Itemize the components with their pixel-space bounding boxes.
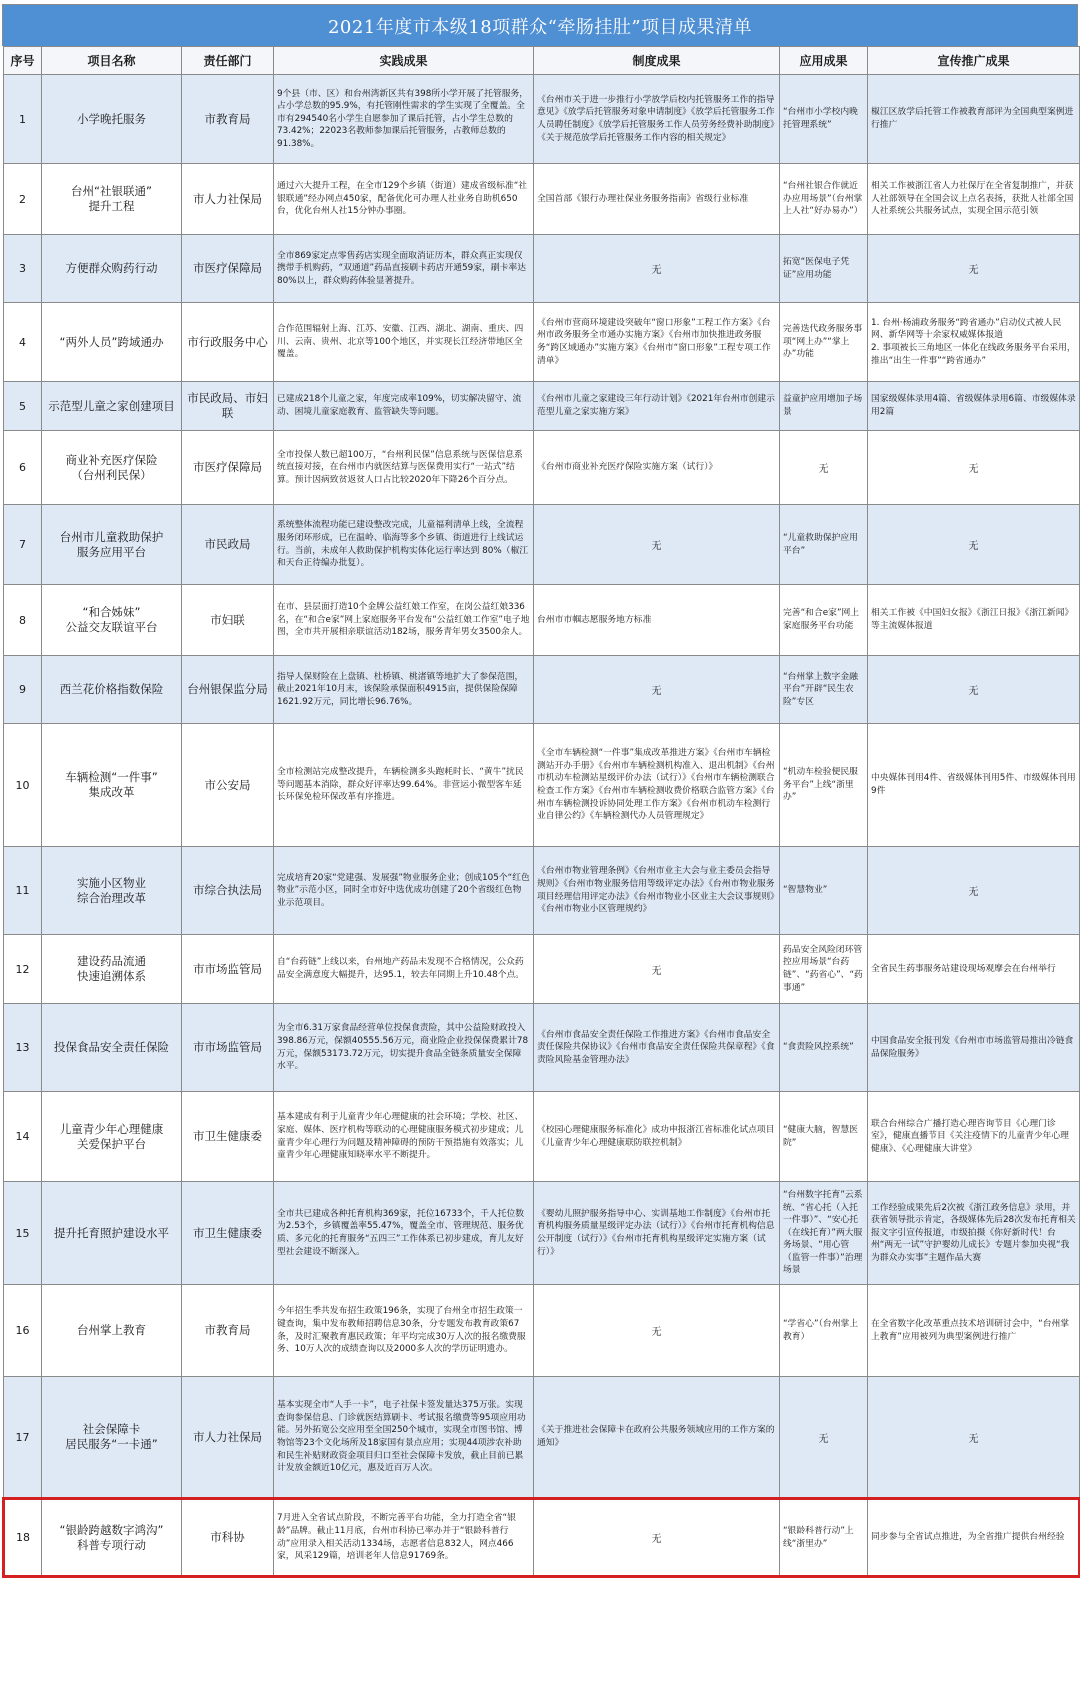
project-name: 社会保障卡 居民服务“一卡通” xyxy=(42,1377,182,1499)
project-name: 投保食品安全责任保险 xyxy=(42,1004,182,1092)
department: 市民政局、市妇联 xyxy=(182,382,274,431)
practice-result: 通过六大提升工程，在全市129个乡镇（街道）建成省级标准“社银联通”经办网点450家，配备优化可办理人社业务自助机650台，优化台州人社15分钟办事圈。 xyxy=(274,164,534,235)
system-result: 无 xyxy=(534,935,780,1004)
department: 台州银保监分局 xyxy=(182,656,274,724)
system-result: 《全市车辆检测“一件事”集成改革推进方案》《台州市车辆检测站开办手册》《台州市车辆检测机构准入、退出机制》《台州市机动车检测站星级评价办法（试行）》《台州市车辆检测联合检查工作方案》《台州市车辆检测收费价格联合监管方案》《台州市车辆检测投诉协同处理工作方案》《台州市机动车检测行业自律公约》《车辆检测代办人员管理规定》 xyxy=(534,724,780,847)
department: 市卫生健康委 xyxy=(182,1182,274,1285)
practice-result: 全市检测站完成整改提升，车辆检测多头跑耗时长、“黄牛”扰民等问题基本消除，群众好评率达99.64%。非营运小微型客车延长环保免检环保改革有序推进。 xyxy=(274,724,534,847)
system-result: 全国首部《银行办理社保业务服务指南》省级行业标准 xyxy=(534,164,780,235)
promotion-result: 中国食品安全报刊发《台州市市场监管局推出冷链食品保险服务》 xyxy=(868,1004,1080,1092)
promotion-result: 在全省数字化改革重点技术培训研讨会中，“台州掌上教育”应用被列为典型案例进行推广 xyxy=(868,1285,1080,1377)
practice-result: 系统整体流程功能已建设整改完成，儿童福利清单上线，全流程服务闭环形成，已在温岭、临海等多个乡镇、街道进行上线试运行。当前，未成年人救助保护机构实体化运行率达到 80%（椒江和天台正待编办批复）。 xyxy=(274,505,534,585)
application-result: 完善“和合e家”网上家庭服务平台功能 xyxy=(780,585,868,656)
project-name: “银龄跨越数字鸿沟” 科普专项行动 xyxy=(42,1499,182,1577)
row-number: 12 xyxy=(4,935,42,1004)
application-result: “儿童救助保护应用平台” xyxy=(780,505,868,585)
department: 市医疗保障局 xyxy=(182,431,274,505)
project-name: “两外人员”跨域通办 xyxy=(42,303,182,382)
promotion-result: 工作经验成果先后2次被《浙江政务信息》录用，并获省领导批示肯定，各级媒体先后28次发布托育相关报文字引宣传报道，市级拍摄《你好新时代！台州“两无一试”守护婴幼儿成长》专题片参加央视“我为群众办实事”主题作品大赛 xyxy=(868,1182,1080,1285)
promotion-result: 1. 台州·杨浦政务服务“跨省通办”启动仪式被人民网、新华网等十余家权威媒体报道 2. 事项被长三角地区一体化在线政务服务平台采用，推出“出生一件事”“跨省通办” xyxy=(868,303,1080,382)
promotion-result: 联合台州综合广播打造心理咨询节目《心理门诊室》，健康直播节目《关注疫情下的儿童青少年心理健康》、《心理健康大讲堂》 xyxy=(868,1092,1080,1182)
system-result: 《台州市关于进一步推行小学放学后校内托管服务工作的指导意见》《放学后托管服务对象申请制度》《放学后托管服务工作人员聘任制度》《放学后托管服务工作人员劳务经费补助制度》《关于规范放学后托管服务工作内容的相关规定》 xyxy=(534,75,780,164)
row-number: 18 xyxy=(4,1499,42,1577)
promotion-result: 无 xyxy=(868,505,1080,585)
department: 市公安局 xyxy=(182,724,274,847)
department: 市市场监管局 xyxy=(182,1004,274,1092)
system-result: 《台州市食品安全责任保险工作推进方案》《台州市食品安全责任保险共保协议》《台州市食品安全责任保险共保章程》《食责险风险基金管理办法》 xyxy=(534,1004,780,1092)
system-result: 《台州市商业补充医疗保险实施方案（试行）》 xyxy=(534,431,780,505)
application-result: “银龄科普行动”上线“浙里办” xyxy=(780,1499,868,1577)
header-app: 应用成果 xyxy=(780,47,868,75)
promotion-result: 全省民生药事服务站建设现场观摩会在台州举行 xyxy=(868,935,1080,1004)
department: 市科协 xyxy=(182,1499,274,1577)
header-promo: 宣传推广成果 xyxy=(868,47,1080,75)
row-number: 3 xyxy=(4,235,42,303)
promotion-result: 相关工作被《中国妇女报》《浙江日报》《浙江新闻》等主流媒体报道 xyxy=(868,585,1080,656)
row-number: 13 xyxy=(4,1004,42,1092)
application-result: 药品安全风险闭环管控应用场景“台药链”、“药省心”、“药事通” xyxy=(780,935,868,1004)
practice-result: 指导人保财险在上盘镇、杜桥镇、桃渚镇等地扩大了参保范围，截止2021年10月末，该保险承保面积4915亩，提供保险保障1621.92万元，同比增长96.76%。 xyxy=(274,656,534,724)
promotion-result: 国家级媒体录用4篇、省级媒体录用6篇、市级媒体录用2篇 xyxy=(868,382,1080,431)
project-name: 车辆检测“一件事” 集成改革 xyxy=(42,724,182,847)
practice-result: 为全市6.31万家食品经营单位投保食责险，其中公益险财政投入398.86万元，保额40555.56万元，商业险企业投保保费累计78万元，保额53173.72万元，切实提升食品全链条质量安全保障水平。 xyxy=(274,1004,534,1092)
application-result: 无 xyxy=(780,1377,868,1499)
system-result: 台州市市帼志愿服务地方标准 xyxy=(534,585,780,656)
practice-result: 完成培育20家“党建强、发展强”物业服务企业；创成105个“红色物业”示范小区，同时全市好中选优成功创建了20个省级红色物业示范项目。 xyxy=(274,847,534,935)
table-row xyxy=(4,431,1080,505)
system-result: 无 xyxy=(534,1285,780,1377)
department: 市妇联 xyxy=(182,585,274,656)
system-result: 无 xyxy=(534,1499,780,1577)
department: 市综合执法局 xyxy=(182,847,274,935)
application-result: “机动车检验便民服务平台”上线“浙里办” xyxy=(780,724,868,847)
table-row xyxy=(4,303,1080,382)
practice-result: 今年招生季共发布招生政策196条，实现了台州全市招生政策一键查询，集中发布教师招聘信息30条，分专题发布教育政策67条，及时汇聚教育惠民政策；年平均完成30万人次的报名缴费服务、10万人次的成绩查询以及2000多人次的学历证明遗办。 xyxy=(274,1285,534,1377)
table-row xyxy=(4,847,1080,935)
promotion-result: 相关工作被浙江省人力社保厅在全省复制推广，并获人社部领导在全国会议上点名表扬，获批人社部全国人社系统公共服务试点，实现全国示范引领 xyxy=(868,164,1080,235)
table-title: 2021年度市本级18项群众“牵肠挂肚”项目成果清单 xyxy=(2,4,1078,46)
results-table xyxy=(2,46,1080,1578)
system-result: 《台州市营商环境建设突破年“窗口形象”工程工作方案》《台州市政务服务全市通办实施方案》《台州市加快推进政务服务“跨区域通办”实施方案》《台州市“窗口形象”工程专项工作清单》 xyxy=(534,303,780,382)
department: 市人力社保局 xyxy=(182,164,274,235)
row-number: 4 xyxy=(4,303,42,382)
practice-result: 全市共已建成各种托育机构369家，托位16733个，千人托位数为2.53个，乡镇覆盖率55.47%，覆盖全市、管理规范、服务优质、多元化的托育服务“五四三”工作体系已初步建成，育儿友好型社会建设不断深入。 xyxy=(274,1182,534,1285)
header-no: 序号 xyxy=(4,47,42,75)
department: 市教育局 xyxy=(182,75,274,164)
project-name: 实施小区物业 综合治理改革 xyxy=(42,847,182,935)
practice-result: 在市、县层面打造10个金牌公益红娘工作室，在岗公益红娘336名，在“和合e家”网上家庭服务平台发布“公益红娘工作室”电子地图，全市共开展相亲联谊活动182场，服务青年男女3500余人。 xyxy=(274,585,534,656)
practice-result: 自“台药链”上线以来，台州地产药品未发现不合格情况，公众药品安全满意度大幅提升，达95.1，较去年同期上升10.48个点。 xyxy=(274,935,534,1004)
project-name: 台州市儿童救助保护 服务应用平台 xyxy=(42,505,182,585)
project-name: “和合姊妹” 公益交友联谊平台 xyxy=(42,585,182,656)
table-row xyxy=(4,1182,1080,1285)
system-result: 无 xyxy=(534,656,780,724)
table-row xyxy=(4,1377,1080,1499)
row-number: 10 xyxy=(4,724,42,847)
row-number: 17 xyxy=(4,1377,42,1499)
row-number: 16 xyxy=(4,1285,42,1377)
practice-result: 基本实现全市“人手一卡”，电子社保卡签发量达375万张。实现查询参保信息、门诊就医结算刷卡、考试报名缴费等95项应用功能。另外拓宽公交应用至全国250个城市，实现全市图书馆、博物馆等23个文化场所及18家国有景点应用；实现44项涉农补助和民生补贴财政资金项目归口至社会保障卡发放，截止目前已累计发放金额近10亿元，惠及近百万人次。 xyxy=(274,1377,534,1499)
department: 市人力社保局 xyxy=(182,1377,274,1499)
practice-result: 全市869家定点零售药店实现全面取消证历本，群众真正实现仅携带手机购药，“双通道”药品直接刷卡药店开通59家，刷卡率达80%以上，群众购药体验显著提升。 xyxy=(274,235,534,303)
promotion-result: 无 xyxy=(868,656,1080,724)
promotion-result: 无 xyxy=(868,431,1080,505)
practice-result: 7月进入全省试点阶段，不断完善平台功能，全力打造全省“银龄”品牌。截止11月底，台州市科协已率办并于“银龄科普行动”应用录入相关活动1334场，志愿者信息832人，网点466家，风采129篇，培训老年人信息91769条。 xyxy=(274,1499,534,1577)
project-name: 台州掌上教育 xyxy=(42,1285,182,1377)
project-name: 建设药品流通 快速追溯体系 xyxy=(42,935,182,1004)
application-result: “食责险风控系统” xyxy=(780,1004,868,1092)
department: 市行政服务中心 xyxy=(182,303,274,382)
project-name: 西兰花价格指数保险 xyxy=(42,656,182,724)
table-body xyxy=(4,75,1080,1577)
project-name: 台州“社银联通” 提升工程 xyxy=(42,164,182,235)
application-result: “台州社银合作就近办应用场景”（台州掌上人社“好办易办”） xyxy=(780,164,868,235)
promotion-result: 无 xyxy=(868,235,1080,303)
system-result: 《校园心理健康服务标准化》成功申报浙江省标准化试点项目 《儿童青少年心理健康联防联控机制》 xyxy=(534,1092,780,1182)
header-name: 项目名称 xyxy=(42,47,182,75)
row-number: 6 xyxy=(4,431,42,505)
project-name: 方便群众购药行动 xyxy=(42,235,182,303)
department: 市医疗保障局 xyxy=(182,235,274,303)
department: 市卫生健康委 xyxy=(182,1092,274,1182)
practice-result: 9个县（市、区）和台州湾新区共有398所小学开展了托管服务，占小学总数的95.9%，有托管刚性需求的学生实现了全覆盖。全市有294540名小学生自愿参加了课后托管，占小学生总数的73.42%；22023名教师参加课后托管服务，占教师总数的91.38%。 xyxy=(274,75,534,164)
application-result: “健康大脑，智慧医院” xyxy=(780,1092,868,1182)
table-row xyxy=(4,585,1080,656)
promotion-result: 中央媒体刊用4件、省级媒体刊用5件、市级媒体刊用9件 xyxy=(868,724,1080,847)
table-row xyxy=(4,656,1080,724)
table-row xyxy=(4,235,1080,303)
project-name: 商业补充医疗保险 （台州利民保） xyxy=(42,431,182,505)
practice-result: 基本建成有利于儿童青少年心理健康的社会环境；学校、社区、家庭、媒体、医疗机构等联动的心理健康服务模式初步建成；儿童青少年心理行为问题及精神障碍的预防干预措施有效落实；儿童青少年心理健康知晓率水平不断提升。 xyxy=(274,1092,534,1182)
table-row xyxy=(4,75,1080,164)
row-number: 14 xyxy=(4,1092,42,1182)
system-result: 《婴幼儿照护服务指导中心、实训基地工作制度》《台州市托育机构服务质量星级评定办法（试行）》《台州市托育机构信息公开制度（试行）》《台州市托育机构星级评定实施方案（试行）》 xyxy=(534,1182,780,1285)
table-row xyxy=(4,1285,1080,1377)
promotion-result: 椒江区放学后托管工作被教育部评为全国典型案例进行推广 xyxy=(868,75,1080,164)
application-result: “台州数字托育”云系统、“省心托（入托一件事）”、“安心托（在线托育）”两大服务场景、“用心管（监管一件事）”治理场景 xyxy=(780,1182,868,1285)
system-result: 《台州市儿童之家建设三年行动计划》《2021年台州市创建示范型儿童之家实施方案》 xyxy=(534,382,780,431)
application-result: “学省心”（台州掌上教育） xyxy=(780,1285,868,1377)
row-number: 5 xyxy=(4,382,42,431)
practice-result: 全市投保人数已超100万，“台州利民保”信息系统与医保信息系统直接对接，在台州市内就医结算与医保费用实行“一站式”结算。预计因病致贫返贫人口占比较2020年下降26个百分点。 xyxy=(274,431,534,505)
project-name: 提升托育照护建设水平 xyxy=(42,1182,182,1285)
project-name: 小学晚托服务 xyxy=(42,75,182,164)
project-name: 儿童青少年心理健康 关爱保护平台 xyxy=(42,1092,182,1182)
table-row xyxy=(4,505,1080,585)
row-number: 1 xyxy=(4,75,42,164)
department: 市教育局 xyxy=(182,1285,274,1377)
row-number: 7 xyxy=(4,505,42,585)
promotion-result: 无 xyxy=(868,847,1080,935)
row-number: 8 xyxy=(4,585,42,656)
department: 市市场监管局 xyxy=(182,935,274,1004)
application-result: 无 xyxy=(780,431,868,505)
system-result: 无 xyxy=(534,505,780,585)
promotion-result: 同步参与全省试点推进，为全省推广提供台州经验 xyxy=(868,1499,1080,1577)
table-row xyxy=(4,724,1080,847)
department: 市民政局 xyxy=(182,505,274,585)
application-result: “台州掌上数字金融平台”开辟“民生农险”专区 xyxy=(780,656,868,724)
application-result: 拓宽“医保电子凭证”应用功能 xyxy=(780,235,868,303)
system-result: 《关于推进社会保障卡在政府公共服务领域应用的工作方案的通知》 xyxy=(534,1377,780,1499)
header-row xyxy=(4,47,1080,75)
table-row xyxy=(4,1004,1080,1092)
application-result: “智慧物业” xyxy=(780,847,868,935)
table-row xyxy=(4,382,1080,431)
system-result: 无 xyxy=(534,235,780,303)
header-dept: 责任部门 xyxy=(182,47,274,75)
row-number: 9 xyxy=(4,656,42,724)
row-number: 11 xyxy=(4,847,42,935)
header-practice: 实践成果 xyxy=(274,47,534,75)
row-number: 15 xyxy=(4,1182,42,1285)
application-result: 益童护应用增加子场景 xyxy=(780,382,868,431)
practice-result: 已建成218个儿童之家，年度完成率109%，切实解决留守、流动、困境儿童家庭教育、监管缺失等问题。 xyxy=(274,382,534,431)
system-result: 《台州市物业管理条例》《台州市业主大会与业主委员会指导规则》《台州市物业服务信用等级评定办法》《台州市物业服务项目经理信用评定办法》《台州市物业小区业主大会议事规则》《台州市物业小区管理规约》 xyxy=(534,847,780,935)
practice-result: 合作范围辐射上海、江苏、安徽、江西、湖北、湖南、重庆、四川、云南、贵州、北京等100个地区，并实现长江经济带地区全覆盖。 xyxy=(274,303,534,382)
application-result: 完善迭代政务服务事项“网上办”“掌上办”功能 xyxy=(780,303,868,382)
row-number: 2 xyxy=(4,164,42,235)
table-row xyxy=(4,935,1080,1004)
promotion-result: 无 xyxy=(868,1377,1080,1499)
project-name: 示范型儿童之家创建项目 xyxy=(42,382,182,431)
table-row xyxy=(4,164,1080,235)
table-row xyxy=(4,1499,1080,1577)
table-row xyxy=(4,1092,1080,1182)
header-system: 制度成果 xyxy=(534,47,780,75)
application-result: “台州市小学校内晚托管理系统” xyxy=(780,75,868,164)
